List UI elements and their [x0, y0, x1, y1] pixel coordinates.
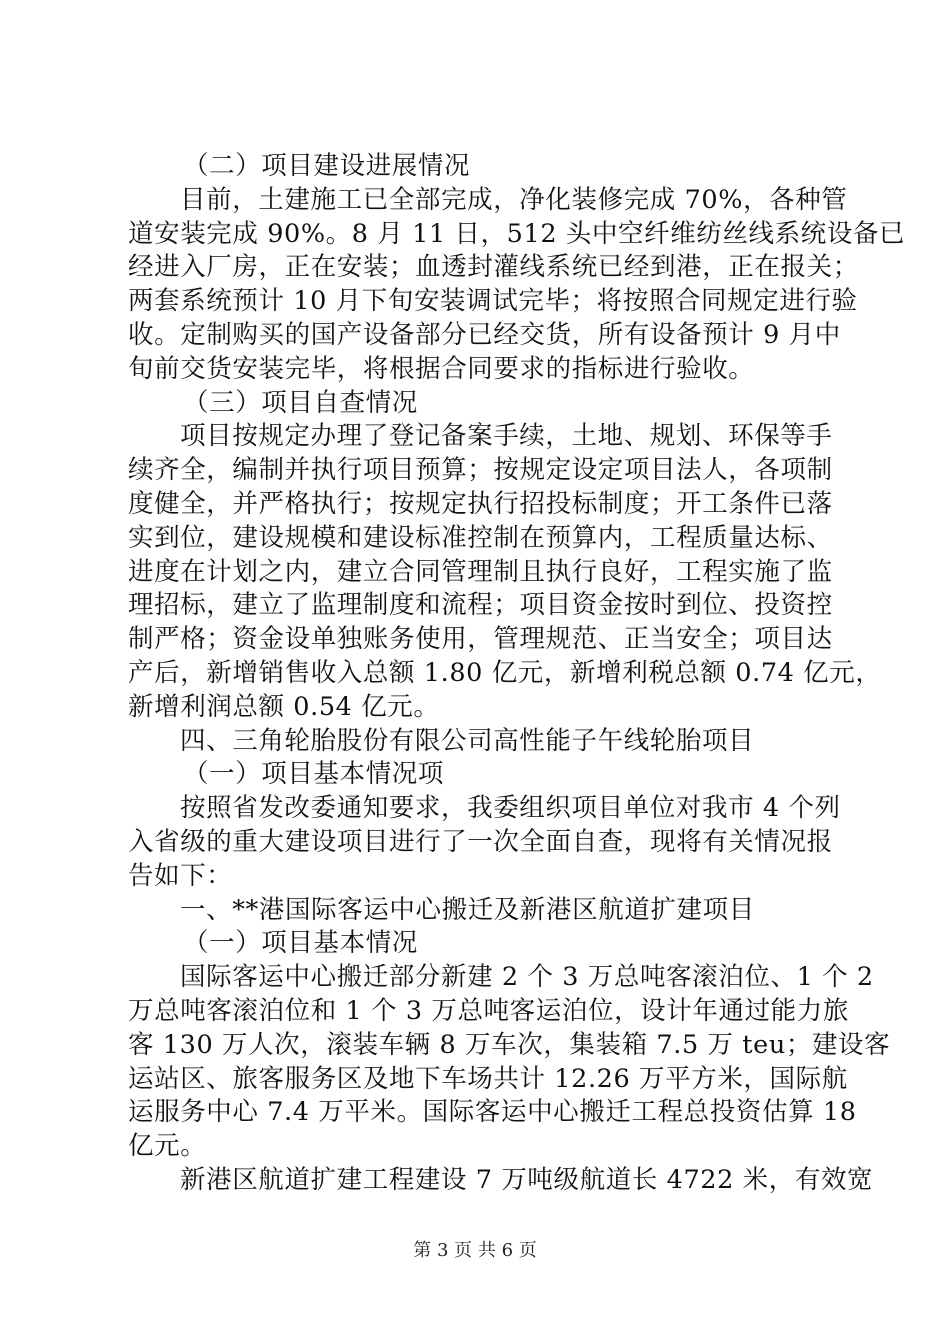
paragraph-line: 进度在计划之内，建立合同管理制且执行良好，工程实施了监: [128, 557, 833, 587]
section-heading: 一、**港国际客运中心搬迁及新港区航道扩建项目: [180, 895, 755, 925]
paragraph-line: 新港区航道扩建工程建设 7 万吨级航道长 4722 米，有效宽: [180, 1165, 874, 1195]
paragraph-line: 旬前交货安装完毕，将根据合同要求的指标进行验收。: [128, 354, 755, 384]
paragraph-line: 客 130 万人次，滚装车辆 8 万车次，集装箱 7.5 万 teu；建设客: [128, 1030, 891, 1060]
paragraph-line: 运服务中心 7.4 万平米。国际客运中心搬迁工程总投资估算 18: [128, 1097, 857, 1127]
paragraph-line: 项目按规定办理了登记备案手续，土地、规划、环保等手: [180, 421, 833, 451]
paragraph-line: 制严格；资金设单独账务使用，管理规范、正当安全；项目达: [128, 624, 833, 654]
section-heading: （三）项目自查情况: [183, 388, 418, 418]
paragraph-line: 道安装完成 90%。8 月 11 日，512 头中空纤维纺丝线系统设备已: [128, 219, 906, 249]
paragraph-line: 产后，新增销售收入总额 1.80 亿元，新增利税总额 0.74 亿元，: [128, 658, 882, 688]
section-heading: （二）项目建设进展情况: [183, 151, 471, 181]
paragraph-line: 运站区、旅客服务区及地下车场共计 12.26 万平方米，国际航: [128, 1064, 848, 1094]
paragraph-line: 经进入厂房，正在安装；血透封灌线系统已经到港，正在报关；: [128, 252, 859, 282]
paragraph-line: 度健全，并严格执行；按规定执行招投标制度；开工条件已落: [128, 489, 833, 519]
paragraph-line: 续齐全，编制并执行项目预算；按规定设定项目法人，各项制: [128, 455, 833, 485]
paragraph-line: 收。定制购买的国产设备部分已经交货，所有设备预计 9 月中: [128, 320, 841, 350]
page-number-footer: 第 3 页 共 6 页: [413, 1240, 537, 1261]
paragraph-line: 国际客运中心搬迁部分新建 2 个 3 万总吨客滚泊位、1 个 2: [180, 962, 874, 992]
paragraph-line: 新增利润总额 0.54 亿元。: [128, 692, 440, 722]
paragraph-line: 实到位，建设规模和建设标准控制在预算内，工程质量达标、: [128, 523, 833, 553]
paragraph-line: 目前，土建施工已全部完成，净化装修完成 70%，各种管: [180, 185, 848, 215]
section-heading: （一）项目基本情况: [183, 928, 418, 958]
paragraph-line: 两套系统预计 10 月下旬安装调试完毕；将按照合同规定进行验: [128, 286, 858, 316]
paragraph-line: 告如下：: [128, 861, 233, 891]
paragraph-line: 按照省发改委通知要求，我委组织项目单位对我市 4 个列: [180, 793, 841, 823]
section-heading: （一）项目基本情况项: [183, 759, 445, 789]
paragraph-line: 理招标，建立了监理制度和流程；项目资金按时到位、投资控: [128, 590, 833, 620]
paragraph-line: 亿元。: [128, 1131, 207, 1161]
section-heading: 四、三角轮胎股份有限公司高性能子午线轮胎项目: [180, 726, 755, 756]
paragraph-line: 万总吨客滚泊位和 1 个 3 万总吨客运泊位，设计年通过能力旅: [128, 996, 849, 1026]
paragraph-line: 入省级的重大建设项目进行了一次全面自查，现将有关情况报: [128, 827, 833, 857]
